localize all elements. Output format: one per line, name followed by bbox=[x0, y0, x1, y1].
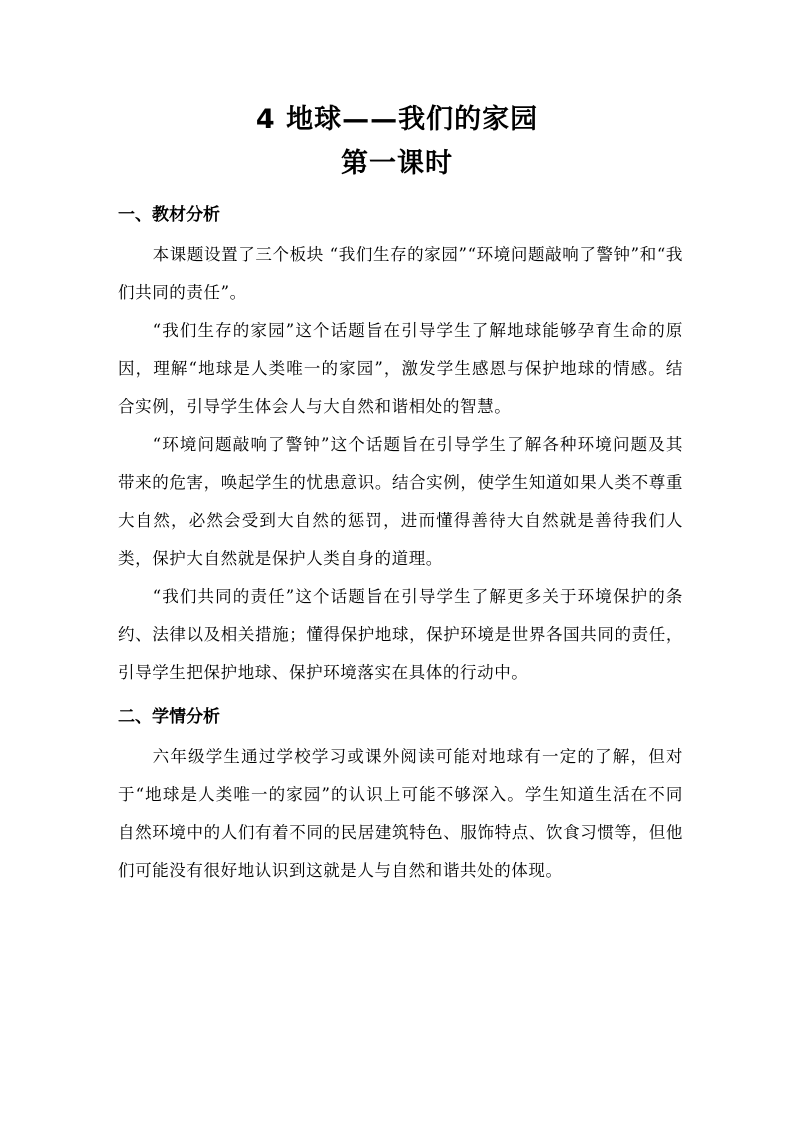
paragraph: 六年级学生通过学校学习或课外阅读可能对地球有一定的了解，但对于“地球是人类唯一的家园”的认识上可能不够深入。学生知道生活在不同自然环境中的人们有着不同的民居建筑特色、服饰特点、饮食习惯等，但他们可能没有很好地认识到这就是人与自然和谐共处的体现。 bbox=[118, 747, 683, 880]
paragraph: “我们共同的责任”这个话题旨在引导学生了解更多关于环境保护的条约、法律以及相关措施；懂得保护地球，保护环境是世界各国共同的责任，引导学生把保护地球、保护环境落实在具体的行动中。 bbox=[118, 587, 683, 682]
section-textbook-analysis bbox=[118, 200, 683, 692]
paragraph: 本课题设置了三个板块 “我们生存的家园”“环境问题敲响了警钟”和“我们共同的责任”。 bbox=[118, 245, 683, 302]
section-heading: 二、学情分析 bbox=[118, 707, 220, 727]
title-block bbox=[0, 98, 794, 186]
section-heading: 一、教材分析 bbox=[118, 205, 220, 225]
section-spacer bbox=[118, 692, 683, 702]
lesson-subtitle: 第一课时 bbox=[341, 148, 453, 179]
paragraph: “环境问题敲响了警钟”这个话题旨在引导学生了解各种环境问题及其带来的危害，唤起学生的忧患意识。结合实例，使学生知道如果人类不尊重大自然，必然会受到大自然的惩罚，进而懂得善待大自然就是善待我们人类，保护大自然就是保护人类自身的道理。 bbox=[118, 435, 683, 568]
lesson-title: 4 地球——我们的家园 bbox=[255, 104, 539, 135]
section-student-analysis bbox=[118, 702, 683, 890]
document-body bbox=[118, 200, 683, 890]
paragraph: “我们生存的家园”这个话题旨在引导学生了解地球能够孕育生命的原因，理解“地球是人类唯一的家园”，激发学生感恩与保护地球的情感。结合实例，引导学生体会人与大自然和谐相处的智慧。 bbox=[118, 321, 683, 416]
